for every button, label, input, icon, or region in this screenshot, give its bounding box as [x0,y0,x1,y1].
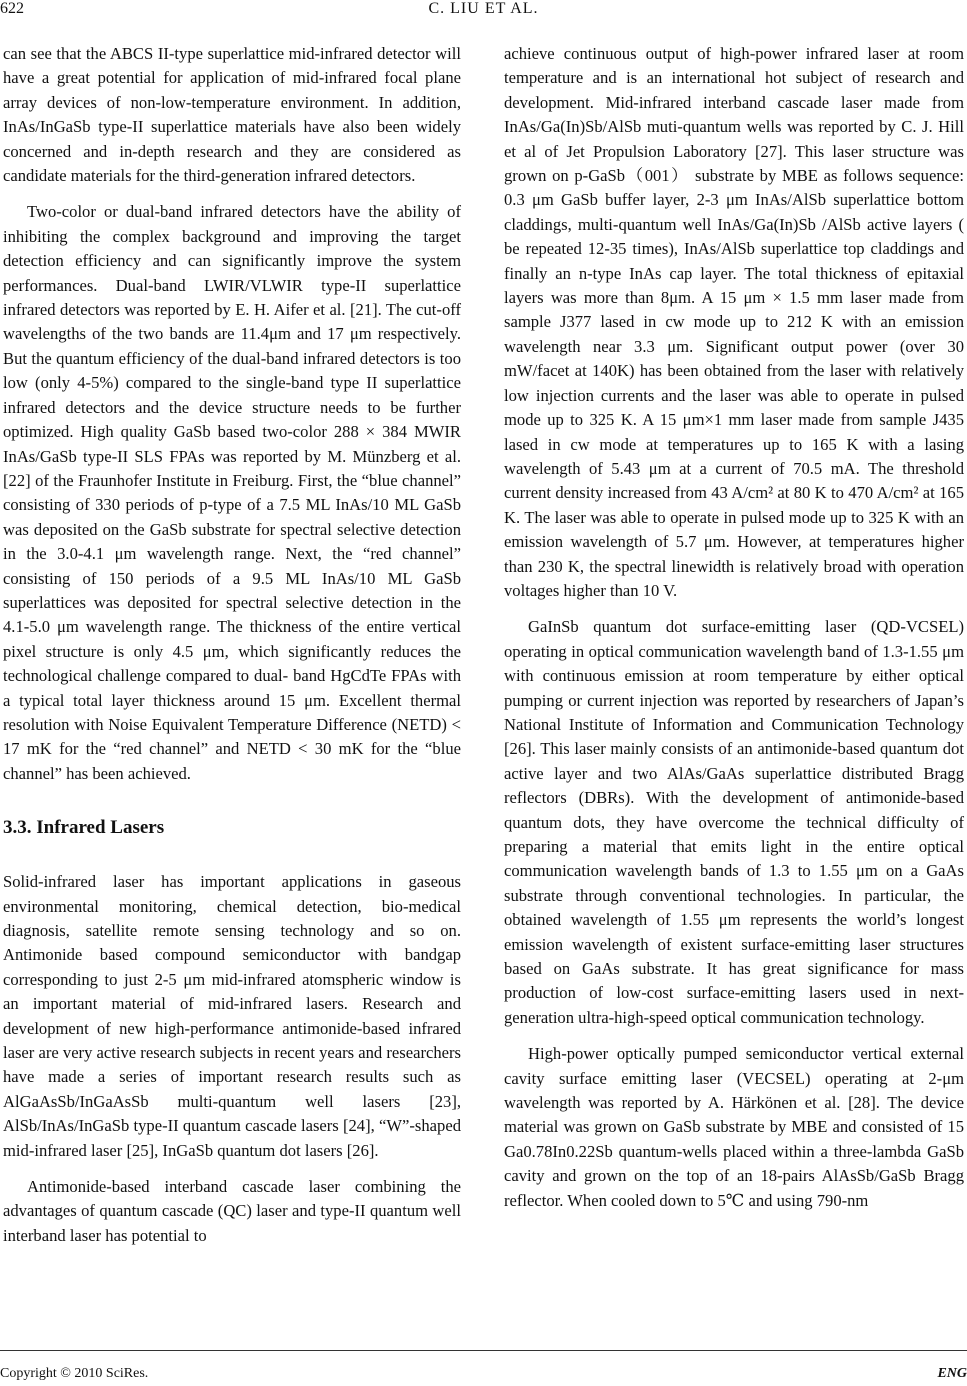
footer-divider [0,1350,967,1351]
copyright-notice: Copyright © 2010 SciRes. [0,1366,149,1381]
paragraph: Two-color or dual-band infrared detectors have the ability of inhibiting the complex background and improving the target detection efficiency and can significantly improve the system performances. Dual-band LWIR/VLWIR type-II superlattice infrared detectors was reported by E. H. Aifer et al. [21]. The cut-off wavelengths of the two bands are 11.4μm and 17 μm respectively. But the quantum efficiency of the dual-band infrared detectors is too low (only 4-5%) compared to the single-band type II superlattice infrared detectors and the device structure needs to be further optimized. High quality GaSb based two-color 288 × 384 MWIR InAs/GaSb type-II SLS FPAs was reported by M. Münzberg et al. [22] of the Fraunhofer Institute in Freiburg. First, the “blue channel” consisting of 330 periods of p-type of a 7.5 ML InAs/10 ML GaSb was deposited on the GaSb substrate for spectral selective detection in the 3.0-4.1 μm wavelength range. Next, the “red channel” consisting of 150 periods of a 9.5 ML InAs/10 ML GaSb superlattices was deposited for spectral selective detection in the 4.1-5.0 μm wavelength range. The thickness of the entire vertical pixel structure is only 4.5 μm, which significantly reduces the technological challenge compared to dual- band HgCdTe FPAs with a typical total layer thickness around 15 μm. Excellent thermal resolution with Noise Equivalent Temperature Difference (NETD) < 17 mK for the “red channel” and NETD < 30 mK for the “blue channel” has been achieved. [3,202,461,783]
left-column [3,42,461,1248]
page-number: 622 [0,0,24,17]
paragraph: can see that the ABCS II-type superlattice mid-infrared detector will have a great potential for application of mid-infrared focal plane array devices of non-low-temperature environment. In addition, InAs/InGaSb type-II superlattice materials have also been widely concerned and in-depth research and they are considered as candidate materials for the third-generation infrared detectors. [3,44,461,186]
paragraph: GaInSb quantum dot surface-emitting laser (QD-VCSEL) operating in optical communication wavelength band of 1.3-1.55 μm with continuous emission at room temperature by either optical pumping or current injection was reported by researchers of Japan’s National Institute of Information and Communication Technology [26]. This laser mainly consists of an antimonide-based quantum dot active layer and two AlAs/GaAs superlattice distributed Bragg reflectors (DBRs). With the development of antimonide-based quantum dots, they have overcome the technical difficulty of preparing a material that emits light in the entire optical communication wavelength bands of 1.3 to 1.55 μm on a GaAs substrate through conventional technologies. In particular, the obtained wavelength of 1.55 μm represents the world’s longest emission wavelength of existent surface-emitting laser structures based on GaAs substrate. It has great significance for mass production of low-cost surface-emitting lasers used in next-generation ultra-high-speed optical communication technology. [504,617,964,1027]
paragraph: achieve continuous output of high-power infrared laser at room temperature and is an international hot subject of research and development. Mid-infrared interband cascade laser made from InAs/Ga(In)Sb/AlSb muti-quantum wells was reported by C. J. Hill et al of Jet Propulsion Laboratory [27]. This laser structure was grown on p-GaSb（001） substrate by MBE as follows sequence: 0.3 μm GaSb buffer layer, 2-3 μm InAs/AlSb superlattice bottom claddings, multi-quantum well InAs/Ga(In)Sb /AlSb active layers ( be repeated 12-35 times), InAs/AlSb superlattice top claddings and finally an n-type InAs cap layer. The total thickness of epitaxial layers was more than 8μm. A 15 μm × 1.5 mm laser made from sample J377 lased in cw mode up to 212 K with an emission wavelength near 3.3 μm. Significant output power (over 30 mW/facet at 140K) has been obtained from the laser with relatively low injection currents and the laser was able to operate in pulsed mode up to 325 K. A 15 μm×1 mm laser made from sample J435 lased in cw mode at temperatures up to 165 K with a lasing wavelength of 5.43 μm at a current of 70.5 mA. The threshold current density increased from 43 A/cm² at 80 K to 470 A/cm² at 165 K. The laser was able to operate in pulsed mode up to 325 K with an emission wavelength of 5.7 μm. However, at temperatures higher than 230 K, the spectral linewidth is relatively broad with operation voltages higher than 10 V. [504,44,964,600]
running-head: C. LIU ET AL. [428,0,539,17]
paragraph: Solid-infrared laser has important applications in gaseous environmental monitoring, chemical detection, bio-medical diagnosis, satellite remote sensing technology and so on. Antimonide based compound semiconductor with bandgap corresponding to just 2-5 μm mid-infrared atomspheric window is an important material of mid-infrared lasers. Research and development of new high-performance antimonide-based infrared laser are very active research subjects in recent years and researchers have made a series of important research results such as AlGaAsSb/InGaAsSb multi-quantum well lasers [23], AlSb/InAs/InGaSb type-II quantum cascade lasers [24], “W”-shaped mid-infrared laser [25], InGaSb quantum dot lasers [26]. [3,872,461,1160]
paragraph: High-power optically pumped semiconductor vertical external cavity surface emitting laser (VECSEL) operating at 2-μm wavelength was reported by A. Härkönen et al. [28]. The device material was grown on GaSb substrate by MBE and consisted of 15 Ga0.78In0.22Sb quantum-wells placed within a three-lambda GaSb cavity and grown on the top of an 18-pairs AlAsSb/GaSb Bragg reflector. When cooled down to 5℃ and using 790-nm [504,1044,964,1210]
right-column [504,42,964,1213]
journal-abbreviation: ENG [937,1366,967,1381]
section-heading: 3.3. Infrared Lasers [3,817,165,839]
paragraph: Antimonide-based interband cascade laser combining the advantages of quantum cascade (QC) laser and type-II quantum well interband laser has potential to [3,1177,461,1245]
